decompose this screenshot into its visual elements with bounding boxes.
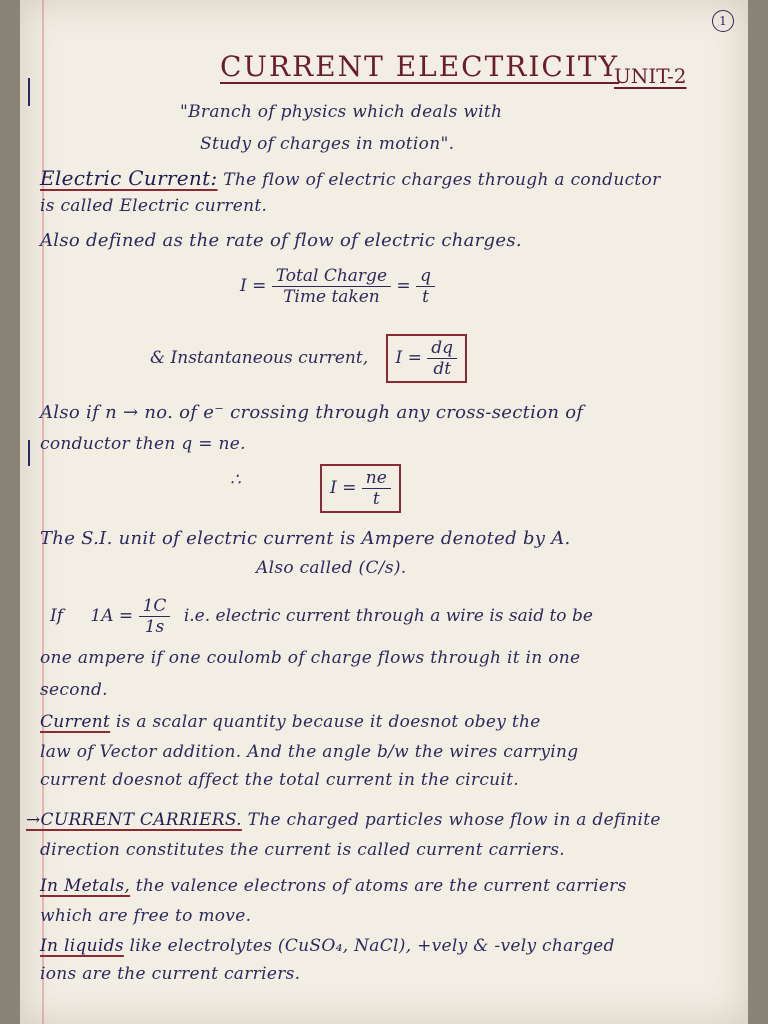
ampere-definition-line-1 xyxy=(50,596,593,637)
instantaneous-label: & Instantaneous current, xyxy=(150,348,369,368)
scalar-line-2: law of Vector addition. And the angle b/w the wires carrying xyxy=(40,742,579,762)
ampere-eq: 1A = xyxy=(90,606,134,626)
eq-lhs: I = xyxy=(330,478,357,498)
liquids-heading: In liquids xyxy=(40,936,124,956)
definition-line-2: is called Electric current. xyxy=(40,196,268,216)
denominator: Time taken xyxy=(283,287,380,307)
carriers-heading: →CURRENT CARRIERS. xyxy=(26,810,242,830)
fraction-c-s xyxy=(139,596,171,637)
scalar-line-1 xyxy=(40,712,541,732)
si-unit-line-2: Also called (C/s). xyxy=(256,558,407,578)
equation-ne xyxy=(320,464,401,513)
fraction-ne-t xyxy=(362,468,391,509)
instantaneous-current xyxy=(150,334,467,383)
ampere-text: i.e. electric current through a wire is said to be xyxy=(183,606,593,626)
numerator: dq xyxy=(427,338,457,359)
denominator: t xyxy=(372,489,380,509)
definition-text: The flow of electric charges through a conductor xyxy=(223,170,661,190)
if-word: If xyxy=(50,606,64,626)
numerator: Total Charge xyxy=(272,266,391,287)
ampere-definition-line-2: one ampere if one coulomb of charge flows through it in one xyxy=(40,648,581,668)
fraction-dq-dt xyxy=(427,338,457,379)
carriers-line-2: direction constitutes the current is called current carriers. xyxy=(40,840,565,860)
also-if-line-1: Also if n → no. of e⁻ crossing through any cross-section of xyxy=(40,402,584,423)
page-number: 1 xyxy=(712,10,734,32)
scalar-line-3: current doesnot affect the total current in the circuit. xyxy=(40,770,519,790)
si-unit-line-1: The S.I. unit of electric current is Ampere denoted by A. xyxy=(40,528,571,549)
scalar-heading: Current xyxy=(40,712,111,732)
metals-line-1 xyxy=(40,876,627,896)
eq-lhs: I = xyxy=(240,276,267,296)
liquids-text: like electrolytes (CuSO₄, NaCl), +vely & -vely charged xyxy=(129,936,615,956)
page-title: CURRENT ELECTRICITY xyxy=(220,50,620,83)
metals-heading: In Metals, xyxy=(40,876,131,896)
fraction-q-t xyxy=(416,266,435,307)
numerator: q xyxy=(416,266,435,287)
quote-line-1: "Branch of physics which deals with xyxy=(180,102,503,122)
ampere-definition-line-3: second. xyxy=(40,680,108,700)
equals-sign: = xyxy=(396,276,411,296)
also-if-line-2: conductor then q = ne. xyxy=(40,434,246,454)
notebook-page xyxy=(20,0,748,1024)
unit-label: UNIT-2 xyxy=(614,64,687,88)
definition-heading: Electric Current: xyxy=(40,166,218,190)
numerator: ne xyxy=(362,468,391,489)
also-defined-line: Also defined as the rate of flow of electric charges. xyxy=(40,230,522,251)
carriers-line-1 xyxy=(26,810,661,830)
therefore-symbol: ∴ xyxy=(230,470,241,490)
quote-line-2: Study of charges in motion". xyxy=(200,134,455,154)
fraction-charge-time xyxy=(272,266,391,307)
definition-line-1 xyxy=(40,166,661,190)
liquids-line-2: ions are the current carriers. xyxy=(40,964,301,984)
carriers-text: The charged particles whose flow in a definite xyxy=(247,810,661,830)
scalar-text: is a scalar quantity because it doesnot obey the xyxy=(115,712,541,732)
margin-line xyxy=(42,0,44,1024)
denominator: t xyxy=(422,287,429,307)
metals-line-2: which are free to move. xyxy=(40,906,252,926)
eq-lhs: I = xyxy=(395,348,422,368)
denominator: 1s xyxy=(144,617,165,637)
numerator: 1C xyxy=(139,596,171,617)
denominator: dt xyxy=(433,359,452,379)
boxed-formula xyxy=(320,464,401,513)
equation-current xyxy=(240,266,435,307)
margin-mark xyxy=(28,440,30,466)
liquids-line-1 xyxy=(40,936,615,956)
margin-mark xyxy=(28,78,30,106)
boxed-formula xyxy=(386,334,468,383)
metals-text: the valence electrons of atoms are the current carriers xyxy=(135,876,627,896)
